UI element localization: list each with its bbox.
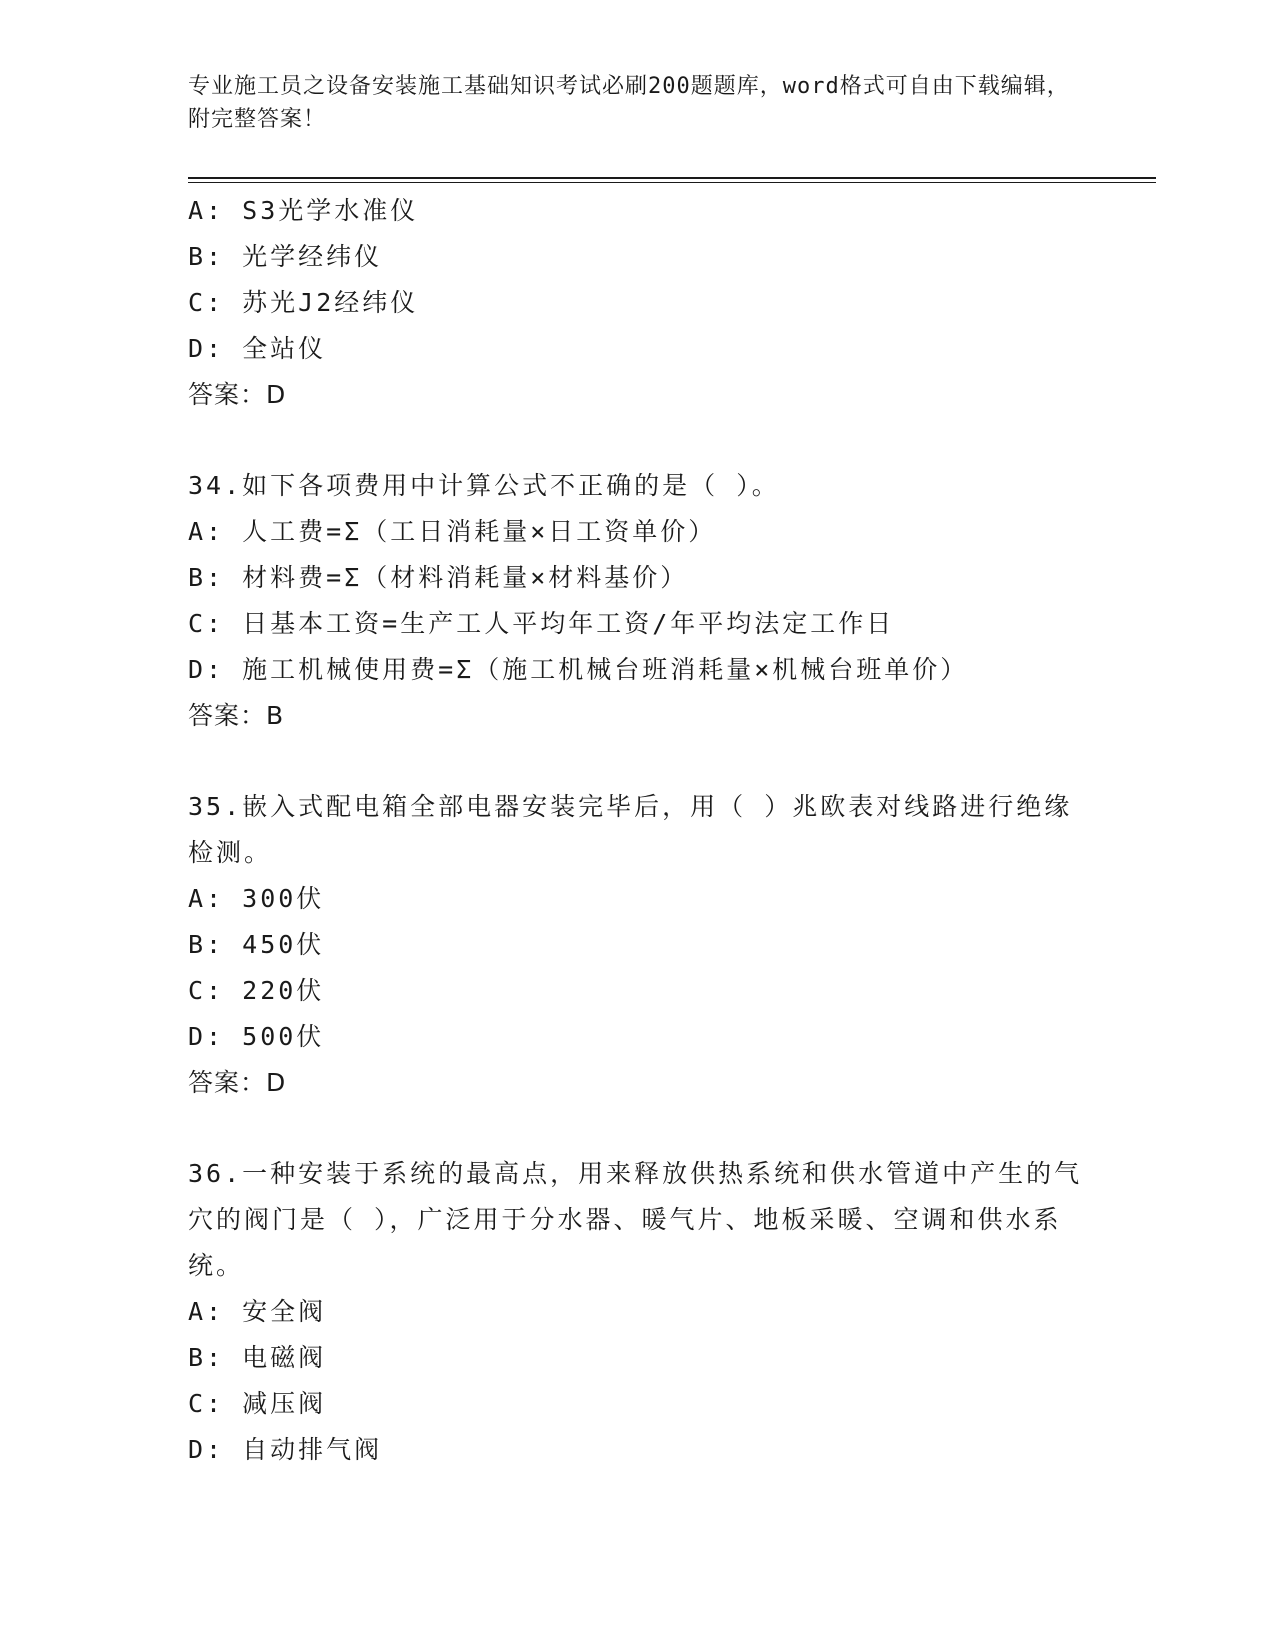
question-text: 36.一种安装于系统的最高点，用来释放供热系统和供水管道中产生的气穴的阀门是（ ），广泛用于分水器、暖气片、地板采暖、空调和供水系统。 — [188, 1159, 1083, 1280]
question-34 — [188, 463, 1088, 739]
option-d: D: 全站仪 — [188, 334, 327, 363]
question-33 — [188, 188, 1088, 418]
option-d: D: 自动排气阀 — [188, 1435, 383, 1464]
answer-label: 答案：D — [188, 380, 287, 409]
answer-label: 答案：D — [188, 1068, 287, 1097]
option-b: B: 电磁阀 — [188, 1343, 327, 1372]
question-list — [188, 188, 1088, 1473]
answer-label: 答案：B — [188, 701, 285, 730]
header-divider-thin — [188, 182, 1156, 183]
option-a: A: 安全阀 — [188, 1297, 327, 1326]
document-header: 专业施工员之设备安装施工基础知识考试必刷200题题库，word格式可自由下载编辑，附完整答案！ — [188, 74, 1070, 132]
header-divider — [188, 177, 1156, 179]
option-a: A: S3光学水准仪 — [188, 196, 419, 225]
question-text: 34.如下各项费用中计算公式不正确的是（ ）。 — [188, 471, 780, 500]
option-b: B: 光学经纬仪 — [188, 242, 383, 271]
question-text: 35.嵌入式配电箱全部电器安装完毕后，用（ ）兆欧表对线路进行绝缘检测。 — [188, 792, 1073, 867]
option-c: C: 减压阀 — [188, 1389, 327, 1418]
option-d: D: 施工机械使用费=Σ（施工机械台班消耗量×机械台班单价） — [188, 655, 969, 684]
option-b: B: 450伏 — [188, 930, 325, 959]
option-b: B: 材料费=Σ（材料消耗量×材料基价） — [188, 563, 689, 592]
question-35 — [188, 784, 1088, 1106]
option-c: C: 220伏 — [188, 976, 325, 1005]
option-d: D: 500伏 — [188, 1022, 325, 1051]
question-36 — [188, 1151, 1088, 1473]
option-c: C: 日基本工资=生产工人平均年工资/年平均法定工作日 — [188, 609, 895, 638]
option-a: A: 300伏 — [188, 884, 325, 913]
option-a: A: 人工费=Σ（工日消耗量×日工资单价） — [188, 517, 717, 546]
option-c: C: 苏光J2经纬仪 — [188, 288, 419, 317]
